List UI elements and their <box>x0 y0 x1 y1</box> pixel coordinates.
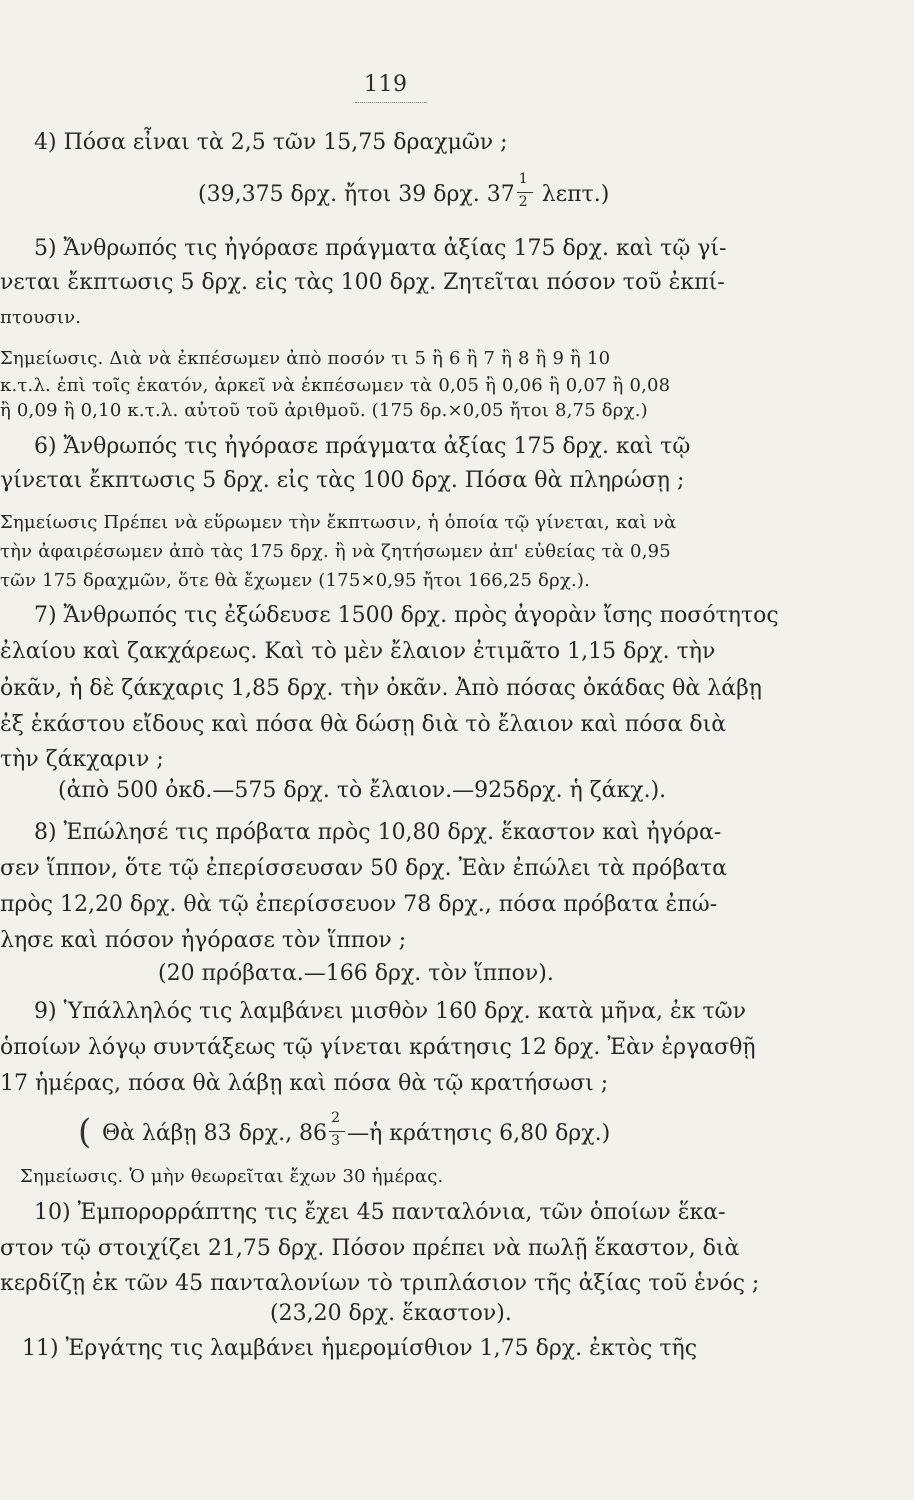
problem-10-line-1: 10) Ἐμπορορράπτης τις ἔχει 45 πανταλόνια, τῶν ὁποίων ἕκα- <box>34 1200 726 1225</box>
answer-4-prefix: (39,375 δρχ. ἤτοι 39 δρχ. 37 <box>198 182 515 207</box>
fraction-bar <box>329 1131 345 1132</box>
answer-7-line: (ἀπὸ 500 ὀκδ.—575 δρχ. τὸ ἔλαιον.—925δρχ. ἡ ζάκχ.). <box>58 778 667 803</box>
problem-9-line-3: 17 ἡμέρας, πόσα θὰ λάβῃ καὶ πόσα θὰ τῷ κρατήσωσι ; <box>0 1071 609 1096</box>
problem-5-line-1: 5) Ἄνθρωπός τις ἠγόρασε πράγματα ἀξίας 175 δρχ. καὶ τῷ γί- <box>34 236 727 261</box>
fraction-denominator: 2 <box>518 194 528 210</box>
fraction-one-half <box>517 171 533 210</box>
fraction-bar <box>517 192 533 193</box>
header-rule <box>355 102 427 103</box>
problem-8-line-4: λησε καὶ πόσον ἠγόρασε τὸν ἵππον ; <box>0 928 407 953</box>
problem-6-line-1: 6) Ἄνθρωπός τις ἠγόρασε πράγματα ἀξίας 175 δρχ. καὶ τῷ <box>34 434 691 459</box>
problem-9-line-1: 9) Ὑπάλληλός τις λαμβάνει μισθὸν 160 δρχ. κατὰ μῆνα, ἐκ τῶν <box>34 999 746 1024</box>
problem-11-line-1: 11) Ἐργάτης τις λαμβάνει ἡμερομίσθιον 1,75 δρχ. ἐκτὸς τῆς <box>22 1336 698 1361</box>
problem-7-line-1: 7) Ἄνθρωπός τις ἐξώδευσε 1500 δρχ. πρὸς ἀγορὰν ἴσης ποσότητος <box>34 603 779 628</box>
problem-6-line-2: γίνεται ἔκπτωσις 5 δρχ. εἰς τὰς 100 δρχ. Πόσα θὰ πληρώσῃ ; <box>0 468 685 493</box>
note-6-line-2: τὴν ἀφαιρέσωμεν ἀπὸ τὰς 175 δρχ. ἢ νὰ ζητήσωμεν ἀπ' εὐθείας τὰ 0,95 <box>0 541 671 562</box>
problem-7-line-2: ἐλαίου καὶ ζακχάρεως. Καὶ τὸ μὲν ἔλαιον ἐτιμᾶτο 1,15 δρχ. τὴν <box>0 639 716 664</box>
answer-9-open-paren: ( <box>78 1112 92 1152</box>
note-9-line: Σημείωσις. Ὁ μὴν θεωρεῖται ἔχων 30 ἡμέρας. <box>20 1166 444 1187</box>
fraction-two-thirds <box>329 1110 345 1149</box>
answer-4-suffix: λεπτ.) <box>541 182 610 207</box>
problem-7-line-3: ὀκᾶν, ἡ δὲ ζάκχαρις 1,85 δρχ. τὴν ὀκᾶν. Ἀπὸ πόσας ὀκάδας θὰ λάβῃ <box>0 676 762 701</box>
fraction-numerator: 2 <box>331 1110 340 1126</box>
problem-10-line-3: κερδίζῃ ἐκ τῶν 45 πανταλονίων τὸ τριπλάσιον τῆς ἀξίας τοῦ ἑνός ; <box>0 1271 760 1296</box>
note-5-line-3: ἢ 0,09 ἢ 0,10 κ.τ.λ. αὐτοῦ τοῦ ἀριθμοῦ. (175 δρ.×0,05 ἤτοι 8,75 δρχ.) <box>0 400 648 421</box>
note-6-line-1: Σημείωσις Πρέπει νὰ εὕρωμεν τὴν ἔκπτωσιν, ἡ ὁποία τῷ γίνεται, καὶ νὰ <box>0 512 677 533</box>
problem-8-line-1: 8) Ἐπώλησέ τις πρόβατα πρὸς 10,80 δρχ. ἕκαστον καὶ ἠγόρα- <box>34 820 722 845</box>
answer-10-line: (23,20 δρχ. ἕκαστον). <box>270 1301 512 1326</box>
note-5-line-2: κ.τ.λ. ἐπὶ τοῖς ἑκατόν, ἀρκεῖ νὰ ἐκπέσωμεν τὰ 0,05 ἢ 0,06 ἢ 0,07 ἢ 0,08 <box>0 375 671 396</box>
answer-9-suffix: —ἡ κράτησις 6,80 δρχ.) <box>347 1121 611 1146</box>
problem-8-line-3: πρὸς 12,20 δρχ. θὰ τῷ ἐπερίσσευον 78 δρχ., πόσα πρόβατα ἐπώ- <box>0 892 718 917</box>
answer-4-line <box>198 171 610 210</box>
problem-7-line-5: τὴν ζάκχαριν ; <box>0 747 164 772</box>
problem-10-line-2: στον τῷ στοιχίζει 21,75 δρχ. Πόσον πρέπει νὰ πωλῇ ἕκαστον, διὰ <box>0 1236 740 1261</box>
problem-7-line-4: ἐξ ἑκάστου εἴδους καὶ πόσα θὰ δώσῃ διὰ τὸ ἔλαιον καὶ πόσα διὰ <box>0 712 727 737</box>
problem-4-line: 4) Πόσα εἶναι τὰ 2,5 τῶν 15,75 δραχμῶν ; <box>34 130 508 155</box>
answer-9-line <box>102 1110 611 1149</box>
note-6-line-3: τῶν 175 δραχμῶν, ὅτε θὰ ἔχωμεν (175×0,95 ἤτοι 166,25 δρχ.). <box>0 570 591 591</box>
problem-5-line-3: πτουσιν. <box>0 307 82 328</box>
problem-8-line-2: σεν ἵππον, ὅτε τῷ ἐπερίσσευσαν 50 δρχ. Ἐὰν ἐπώλει τὰ πρόβατα <box>0 856 728 881</box>
fraction-numerator: 1 <box>518 171 528 187</box>
problem-5-line-2: νεται ἔκπτωσις 5 δρχ. εἰς τὰς 100 δρχ. Ζητεῖται πόσον τοῦ ἐκπί- <box>0 270 725 295</box>
page-number: 119 <box>364 72 408 97</box>
problem-9-line-2: ὁποίων λόγῳ συντάξεως τῷ γίνεται κράτησις 12 δρχ. Ἐὰν ἐργασθῇ <box>0 1035 756 1060</box>
answer-9-prefix: Θὰ λάβῃ 83 δρχ., 86 <box>102 1121 328 1146</box>
answer-8-line: (20 πρόβατα.—166 δρχ. τὸν ἵππον). <box>158 961 554 986</box>
note-5-line-1: Σημείωσις. Διὰ νὰ ἐκπέσωμεν ἀπὸ ποσόν τι 5 ἢ 6 ἢ 7 ἢ 8 ἢ 9 ἢ 10 <box>0 348 611 369</box>
fraction-denominator: 3 <box>331 1133 340 1149</box>
